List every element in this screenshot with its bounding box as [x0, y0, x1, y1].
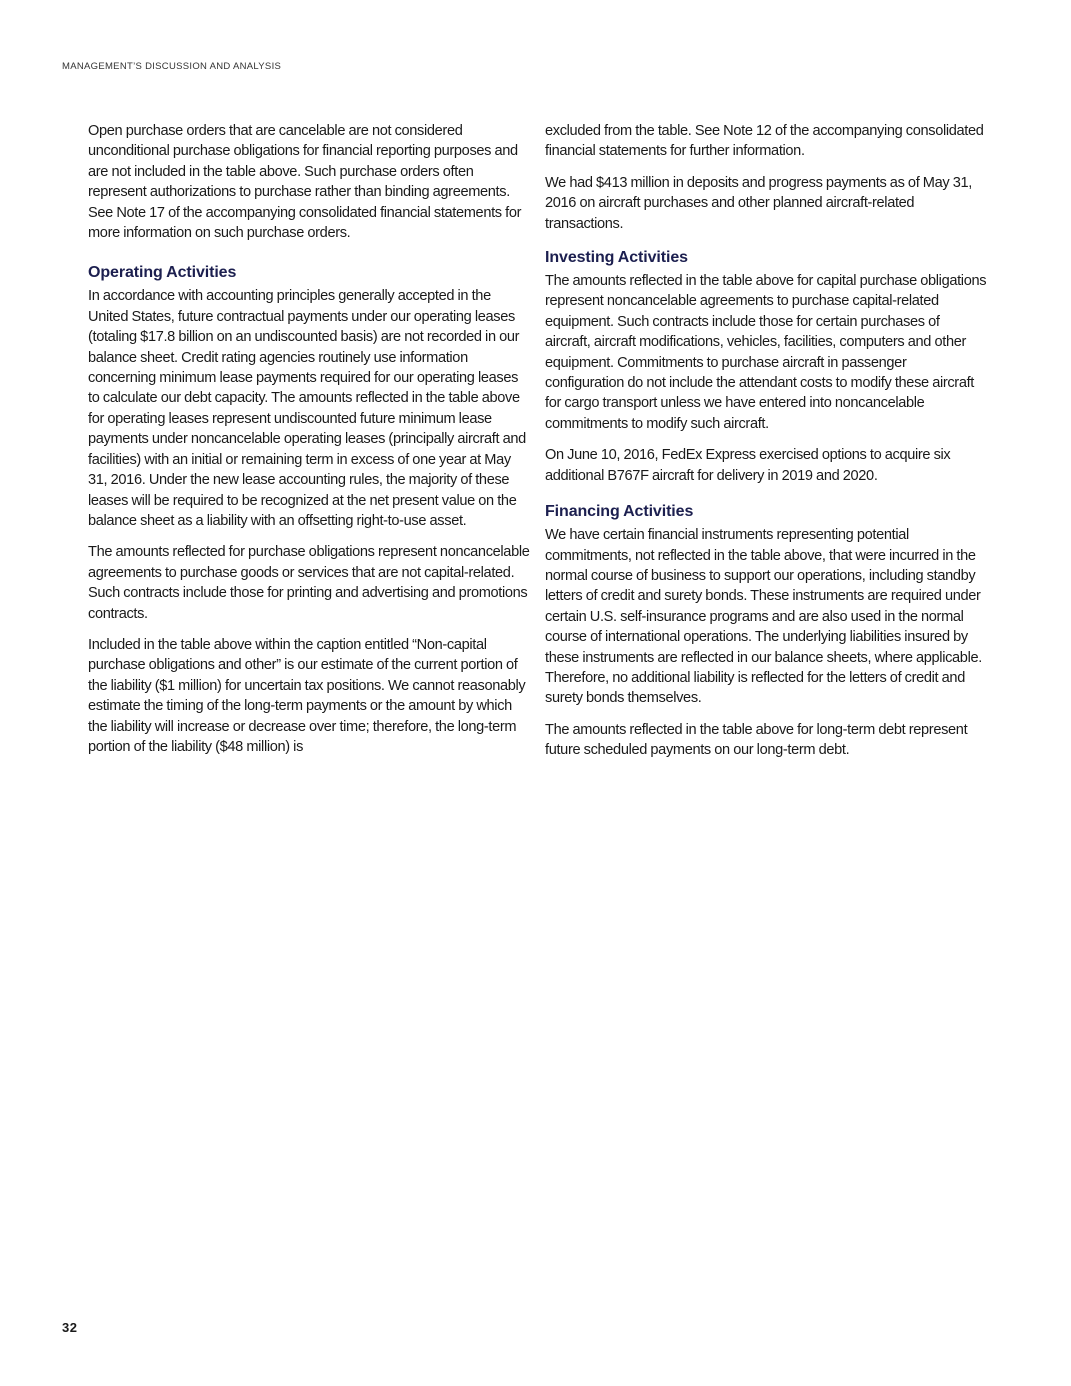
running-header: MANAGEMENT’S DISCUSSION AND ANALYSIS: [62, 61, 282, 72]
investing-activities-heading: Investing Activities: [545, 249, 688, 267]
aircraft-options-paragraph: On June 10, 2016, FedEx Express exercised options to acquire six additional B767F aircraft for delivery in 2019 and 2020.: [545, 447, 951, 484]
left-column: [88, 121, 530, 768]
uncertain-tax-paragraph: Included in the table above within the caption entitled “Non-capital purchase obligations and other” is our estimate of the current portion of the liability ($1 million) for uncertain tax positions. We cannot reasonably estimate the timing of the long-term payments or the amount by which the liability will increase or decrease over time; therefore, the long-term portion of the liability ($48 million) is: [88, 636, 526, 755]
right-column: [545, 121, 987, 772]
financial-instruments-paragraph: We have certain financial instruments representing potential commitments, not reflected in the table above, that were incurred in the normal course of business to support our operations, including standby letters of credit and surety bonds. These instruments are required under certain U.S. self-insurance programs and are also used in the normal course of international operations. The underlying liabilities insured by these instruments are reflected in our balance sheets, where applicable. Therefore, no additional liability is reflected for the letters of credit and surety bonds themselves.: [545, 527, 982, 707]
operating-leases-paragraph: In accordance with accounting principles generally accepted in the United States, future contractual payments under our operating leases (totaling $17.8 billion on an undiscounted basis) are not recorded in our balance sheet. Credit rating agencies routinely use information concerning minimum lease payments required for our operating leases to calculate our debt capacity. The amounts reflected in the table above for operating leases represent undiscounted future minimum lease payments under noncancelable operating leases (principally aircraft and facilities) with an initial or remaining term in excess of one year at May 31, 2016. Under the new lease accounting rules, the majority of these leases will be required to be recognized at the net present value on the balance sheet as a liability with an offsetting right-to-use asset.: [88, 288, 526, 529]
purchase-obligations-paragraph: The amounts reflected for purchase obligations represent noncancelable agreements to purchase goods or services that are not capital-related. Such contracts include those for printing and advertising and promotions contracts.: [88, 544, 530, 622]
long-term-debt-paragraph: The amounts reflected in the table above for long-term debt represent future scheduled payments on our long-term debt.: [545, 721, 968, 759]
page-number: 32: [62, 1320, 78, 1335]
deposits-paragraph: We had $413 million in deposits and progress payments as of May 31, 2016 on aircraft purchases and other planned aircraft-related transactions.: [545, 174, 972, 232]
operating-activities-heading: Operating Activities: [88, 264, 237, 282]
financing-activities-heading: Financing Activities: [545, 503, 694, 521]
purchase-orders-paragraph: Open purchase orders that are cancelable are not considered unconditional purchase obligations for financial reporting purposes and are not included in the table above. Such purchase orders often represent authorizations to purchase rather than binding agreements. See Note 17 of the accompanying consolidated financial statements for more information on such purchase orders.: [88, 123, 522, 242]
capital-obligations-paragraph: The amounts reflected in the table above for capital purchase obligations represent noncancelable agreements to purchase capital-related equipment. Such contracts include those for certain purchases of aircraft, aircraft modifications, vehicles, facilities, computers and other equipment. Commitments to purchase aircraft in passenger configuration do not include the attendant costs to modify these aircraft for cargo transport unless we have entered into noncancelable commitments to modify such aircraft.: [545, 273, 987, 432]
continued-paragraph: excluded from the table. See Note 12 of the accompanying consolidated financial statements for further information.: [545, 123, 984, 160]
